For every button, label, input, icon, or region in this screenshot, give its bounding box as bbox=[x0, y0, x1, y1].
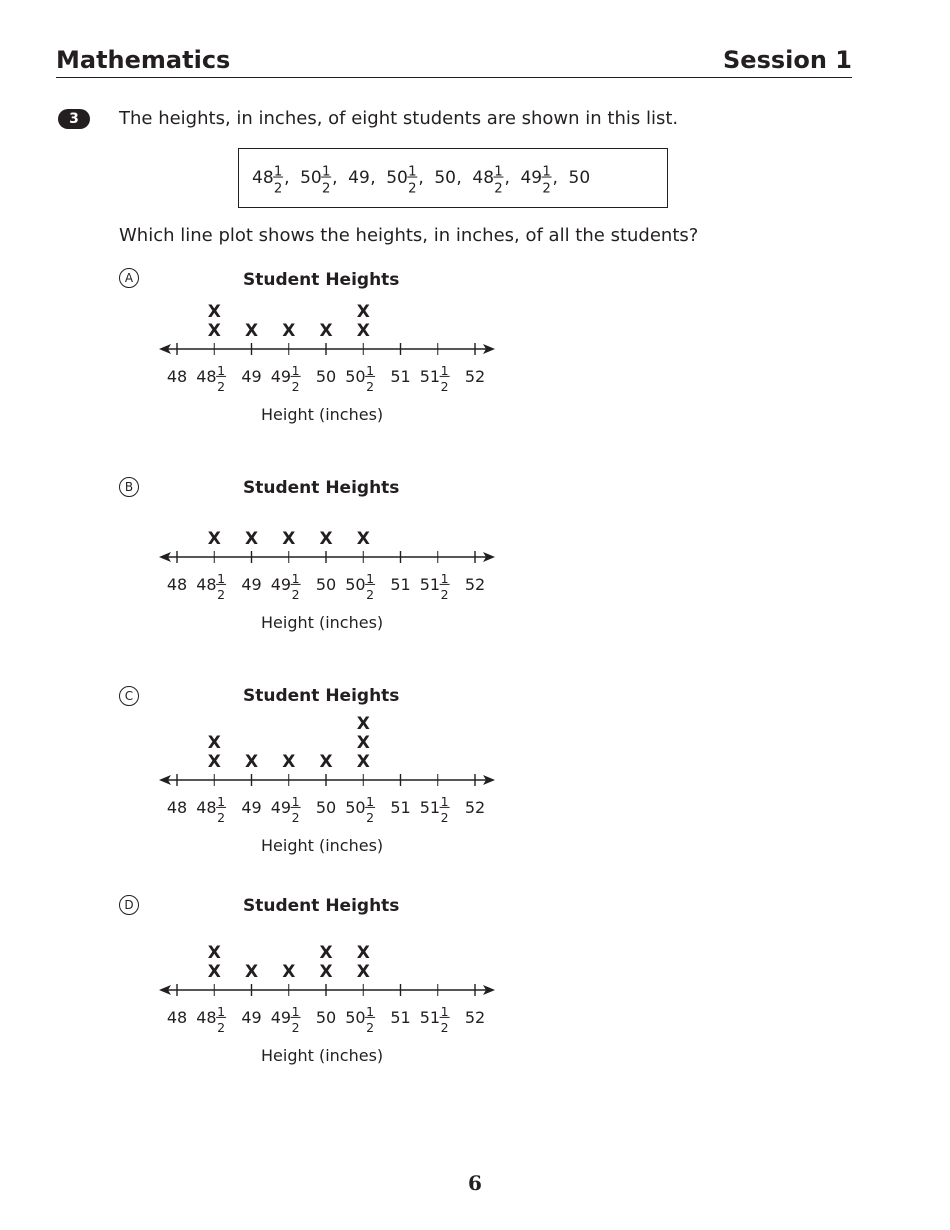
plot-a-title: Student Heights bbox=[243, 270, 400, 290]
svg-text:48: 48 bbox=[252, 168, 274, 188]
tick-label: 48 bbox=[166, 1008, 188, 1027]
x-mark: X bbox=[356, 302, 370, 322]
x-mark: X bbox=[282, 752, 296, 772]
svg-text:2: 2 bbox=[366, 809, 375, 825]
svg-text:1: 1 bbox=[440, 793, 449, 809]
plot-a-xlabel: Height (inches) bbox=[261, 405, 384, 424]
x-mark: X bbox=[207, 321, 221, 341]
svg-text:1: 1 bbox=[291, 362, 300, 378]
svg-text:1: 1 bbox=[366, 1003, 375, 1019]
tick-label bbox=[345, 1004, 375, 1035]
svg-text:1: 1 bbox=[366, 362, 375, 378]
x-mark: X bbox=[244, 529, 259, 549]
x-mark: X bbox=[356, 529, 370, 549]
svg-text:49: 49 bbox=[520, 168, 543, 188]
line-plot-b bbox=[159, 551, 495, 563]
svg-text:2: 2 bbox=[291, 1019, 300, 1035]
height-value bbox=[569, 168, 591, 188]
svg-text:2: 2 bbox=[321, 181, 331, 197]
tick-label: 49 bbox=[241, 798, 262, 817]
svg-text:49: 49 bbox=[270, 798, 292, 817]
list-comma: , bbox=[456, 168, 462, 188]
svg-text:2: 2 bbox=[366, 1019, 375, 1035]
plot-b-xlabel: Height (inches) bbox=[261, 613, 384, 632]
height-value bbox=[472, 164, 503, 196]
x-mark: X bbox=[207, 302, 221, 322]
svg-text:2: 2 bbox=[542, 181, 551, 197]
tick-label bbox=[420, 363, 450, 394]
height-value bbox=[520, 164, 551, 196]
x-mark: X bbox=[207, 529, 221, 549]
svg-text:1: 1 bbox=[217, 793, 226, 809]
plot-d-title: Student Heights bbox=[243, 896, 400, 916]
height-value bbox=[252, 164, 283, 196]
tick-label: 52 bbox=[464, 1008, 486, 1027]
x-mark: X bbox=[319, 943, 333, 963]
tick-label: 52 bbox=[464, 367, 486, 386]
tick-label: 52 bbox=[464, 575, 486, 594]
svg-text:2: 2 bbox=[366, 378, 375, 394]
svg-text:1: 1 bbox=[542, 164, 551, 180]
x-mark: X bbox=[319, 752, 333, 772]
tick-label: 48 bbox=[166, 575, 188, 594]
tick-label: 52 bbox=[464, 798, 486, 817]
svg-text:50: 50 bbox=[345, 575, 366, 594]
svg-text:2: 2 bbox=[291, 378, 300, 394]
svg-text:2: 2 bbox=[291, 586, 300, 602]
svg-text:51: 51 bbox=[419, 1008, 441, 1027]
tick-label: 49 bbox=[241, 1008, 262, 1027]
x-mark: X bbox=[244, 752, 259, 772]
svg-text:2: 2 bbox=[217, 586, 226, 602]
svg-text:49: 49 bbox=[270, 367, 292, 386]
subject-title: Mathematics bbox=[56, 46, 231, 74]
svg-text:50: 50 bbox=[434, 168, 456, 188]
question-intro: The heights, in inches, of eight students are shown in this list. bbox=[119, 108, 679, 129]
x-mark: X bbox=[356, 962, 370, 982]
x-mark: X bbox=[356, 714, 370, 734]
list-comma: , bbox=[504, 168, 510, 188]
list-comma: , bbox=[370, 168, 376, 188]
tick-label: 51 bbox=[390, 1008, 411, 1027]
tick-label bbox=[345, 571, 375, 602]
option-b-bubble[interactable]: B bbox=[119, 477, 139, 497]
svg-text:2: 2 bbox=[273, 181, 283, 197]
tick-label: 51 bbox=[390, 798, 411, 817]
svg-text:2: 2 bbox=[217, 378, 226, 394]
tick-label: 50 bbox=[315, 798, 337, 817]
svg-text:1: 1 bbox=[291, 1003, 300, 1019]
x-mark: X bbox=[356, 733, 370, 753]
plot-c-xlabel: Height (inches) bbox=[261, 836, 384, 855]
x-mark: X bbox=[207, 733, 221, 753]
x-mark: X bbox=[356, 752, 370, 772]
svg-text:1: 1 bbox=[440, 1003, 449, 1019]
list-comma: , bbox=[284, 168, 290, 188]
option-a-bubble[interactable]: A bbox=[119, 268, 139, 288]
svg-text:50: 50 bbox=[345, 798, 366, 817]
x-mark: X bbox=[356, 321, 370, 341]
x-mark: X bbox=[282, 962, 296, 982]
svg-text:50: 50 bbox=[345, 1008, 366, 1027]
line-plot-d bbox=[159, 984, 495, 996]
svg-text:2: 2 bbox=[366, 586, 375, 602]
tick-label bbox=[271, 794, 301, 825]
tick-label: 49 bbox=[241, 367, 262, 386]
session-title: Session 1 bbox=[723, 46, 852, 74]
svg-text:1: 1 bbox=[408, 164, 417, 180]
question-prompt: Which line plot shows the heights, in inches, of all the students? bbox=[119, 225, 699, 246]
svg-text:50: 50 bbox=[568, 168, 591, 188]
page-number: 6 bbox=[468, 1171, 482, 1195]
tick-label: 50 bbox=[315, 575, 337, 594]
tick-label bbox=[196, 571, 226, 602]
x-mark: X bbox=[319, 321, 333, 341]
svg-text:2: 2 bbox=[440, 586, 449, 602]
svg-text:50: 50 bbox=[300, 168, 322, 188]
x-mark: X bbox=[244, 321, 259, 341]
svg-text:1: 1 bbox=[494, 164, 503, 180]
svg-text:1: 1 bbox=[440, 570, 449, 586]
x-mark: X bbox=[282, 529, 296, 549]
tick-label bbox=[196, 1004, 226, 1035]
height-value bbox=[348, 168, 370, 188]
question-number-badge: 3 bbox=[58, 109, 90, 129]
x-mark: X bbox=[207, 962, 221, 982]
tick-label bbox=[420, 1004, 450, 1035]
svg-text:1: 1 bbox=[217, 570, 226, 586]
tick-label: 49 bbox=[241, 575, 262, 594]
svg-text:49: 49 bbox=[270, 1008, 292, 1027]
svg-text:2: 2 bbox=[217, 809, 226, 825]
tick-label bbox=[271, 1004, 301, 1035]
svg-text:2: 2 bbox=[408, 181, 417, 197]
svg-text:51: 51 bbox=[419, 367, 441, 386]
tick-label bbox=[345, 363, 375, 394]
svg-text:48: 48 bbox=[196, 798, 217, 817]
tick-label: 50 bbox=[315, 1008, 337, 1027]
svg-text:48: 48 bbox=[196, 575, 217, 594]
svg-text:50: 50 bbox=[345, 367, 366, 386]
svg-text:1: 1 bbox=[440, 362, 449, 378]
plot-c-title: Student Heights bbox=[243, 686, 400, 706]
svg-text:1: 1 bbox=[217, 1003, 226, 1019]
svg-text:49: 49 bbox=[348, 168, 370, 188]
svg-text:1: 1 bbox=[291, 570, 300, 586]
svg-text:1: 1 bbox=[291, 793, 300, 809]
svg-text:2: 2 bbox=[494, 181, 503, 197]
svg-text:50: 50 bbox=[386, 168, 408, 188]
tick-label: 48 bbox=[166, 367, 188, 386]
option-c-bubble[interactable]: C bbox=[119, 686, 139, 706]
list-comma: , bbox=[418, 168, 424, 188]
x-mark: X bbox=[207, 752, 221, 772]
tick-label: 48 bbox=[166, 798, 188, 817]
svg-text:1: 1 bbox=[321, 164, 331, 180]
line-plot-c bbox=[159, 774, 495, 786]
svg-text:51: 51 bbox=[419, 575, 441, 594]
svg-text:1: 1 bbox=[366, 570, 375, 586]
svg-text:48: 48 bbox=[196, 1008, 217, 1027]
svg-text:48: 48 bbox=[472, 168, 495, 188]
tick-label bbox=[420, 571, 450, 602]
x-mark: X bbox=[319, 962, 333, 982]
tick-label bbox=[345, 794, 375, 825]
svg-text:48: 48 bbox=[196, 367, 217, 386]
svg-text:1: 1 bbox=[366, 793, 375, 809]
x-mark: X bbox=[207, 943, 221, 963]
height-value bbox=[434, 168, 456, 188]
plot-b-title: Student Heights bbox=[243, 478, 400, 498]
svg-text:2: 2 bbox=[217, 1019, 226, 1035]
tick-label bbox=[196, 363, 226, 394]
height-value bbox=[386, 164, 417, 196]
x-mark: X bbox=[319, 529, 333, 549]
tick-label bbox=[420, 794, 450, 825]
plot-d-xlabel: Height (inches) bbox=[261, 1046, 384, 1065]
svg-text:2: 2 bbox=[440, 378, 449, 394]
list-comma: , bbox=[332, 168, 338, 188]
list-comma: , bbox=[552, 168, 558, 188]
tick-label: 50 bbox=[315, 367, 337, 386]
tick-label: 51 bbox=[390, 575, 411, 594]
tick-label bbox=[271, 363, 301, 394]
tick-label bbox=[271, 571, 301, 602]
svg-text:1: 1 bbox=[217, 362, 226, 378]
x-mark: X bbox=[244, 962, 259, 982]
svg-text:49: 49 bbox=[270, 575, 292, 594]
tick-label bbox=[196, 794, 226, 825]
svg-text:2: 2 bbox=[440, 1019, 449, 1035]
svg-text:2: 2 bbox=[440, 809, 449, 825]
svg-text:51: 51 bbox=[419, 798, 441, 817]
line-plot-a bbox=[159, 343, 495, 355]
x-mark: X bbox=[282, 321, 296, 341]
height-value bbox=[300, 164, 331, 196]
option-d-bubble[interactable]: D bbox=[119, 895, 139, 915]
svg-text:1: 1 bbox=[273, 164, 283, 180]
x-mark: X bbox=[356, 943, 370, 963]
svg-text:2: 2 bbox=[291, 809, 300, 825]
tick-label: 51 bbox=[390, 367, 411, 386]
